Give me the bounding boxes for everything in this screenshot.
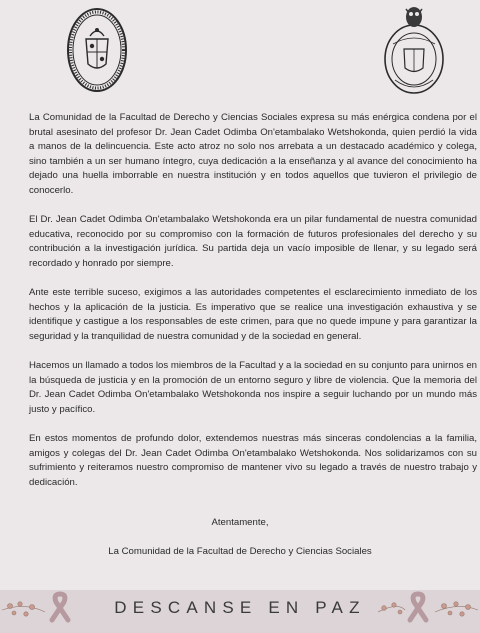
paragraph-3: Ante este terrible suceso, exigimos a las autoridades competentes el esclarecimiento inmediato de los hechos y la aplicación de la justicia. Es imperativo que se realice una investigación exhaustiva y se identifique y castigue a los responsables de este crimen, para que no quede impune y para garantizar la seguridad y la tranquilidad de nuestra comunidad y de la sociedad en general. <box>29 287 477 342</box>
paragraph-1: La Comunidad de la Facultad de Derecho y Ciencias Sociales expresa su más enérgica condena por el brutal asesinato del profesor Dr. Jean Cadet Odimba On'etambalako Wetshokonda, quien perdió la vida a manos de la delincuencia. Este acto atroz no solo nos arrebata a un destacado académico y colega, sino también a un ser humano íntegro, cuya dedicación a la enseñanza y al avance del conocimiento ha dejado una huella imborrable en nuestra institución y en todos aquellos que tuvieron el privilegio de conocerlo. <box>29 112 477 196</box>
paragraph-4: Hacemos un llamado a todos los miembros de la Facultad y a la sociedad en su conjunto para unirnos en la búsqueda de justicia y en la promoción de un entorno seguro y libre de violencia. Que la memoria del Dr. Jean Cadet Odimba On'etambalako Wetshokonda nos inspire a seguir luchando por un mundo más justo y pacífico. <box>29 360 477 415</box>
letter-body <box>29 111 477 505</box>
paragraph-2: El Dr. Jean Cadet Odimba On'etambalako Wetshokonda era un pilar fundamental de nuestra comunidad educativa, reconocido por su compromiso con la formación de futuros profesionales del derecho y su contribución a la investigación jurídica. Su partida deja un vacío imposible de llenar, y su legado será recordado y honrado por siempre. <box>29 214 477 269</box>
closing-line: Atentamente, <box>211 517 269 528</box>
faculty-seal-right-icon <box>383 4 445 96</box>
rest-in-peace-text: DESCANSE EN PAZ <box>114 598 366 617</box>
paragraph-5: En estos momentos de profundo dolor, extendemos nuestras más sinceras condolencias a la familia, amigos y colegas del Dr. Jean Cadet Odimba On'etambalako Wetshokonda. Nos solidarizamos con su sufrimiento y reiteramos nuestro compromiso de mantener vivo su legado a través de nuestro trabajo y dedicación. <box>29 433 477 488</box>
university-seal-left-icon <box>66 6 128 94</box>
signature-line: La Comunidad de la Facultad de Derecho y Ciencias Sociales <box>108 546 372 557</box>
